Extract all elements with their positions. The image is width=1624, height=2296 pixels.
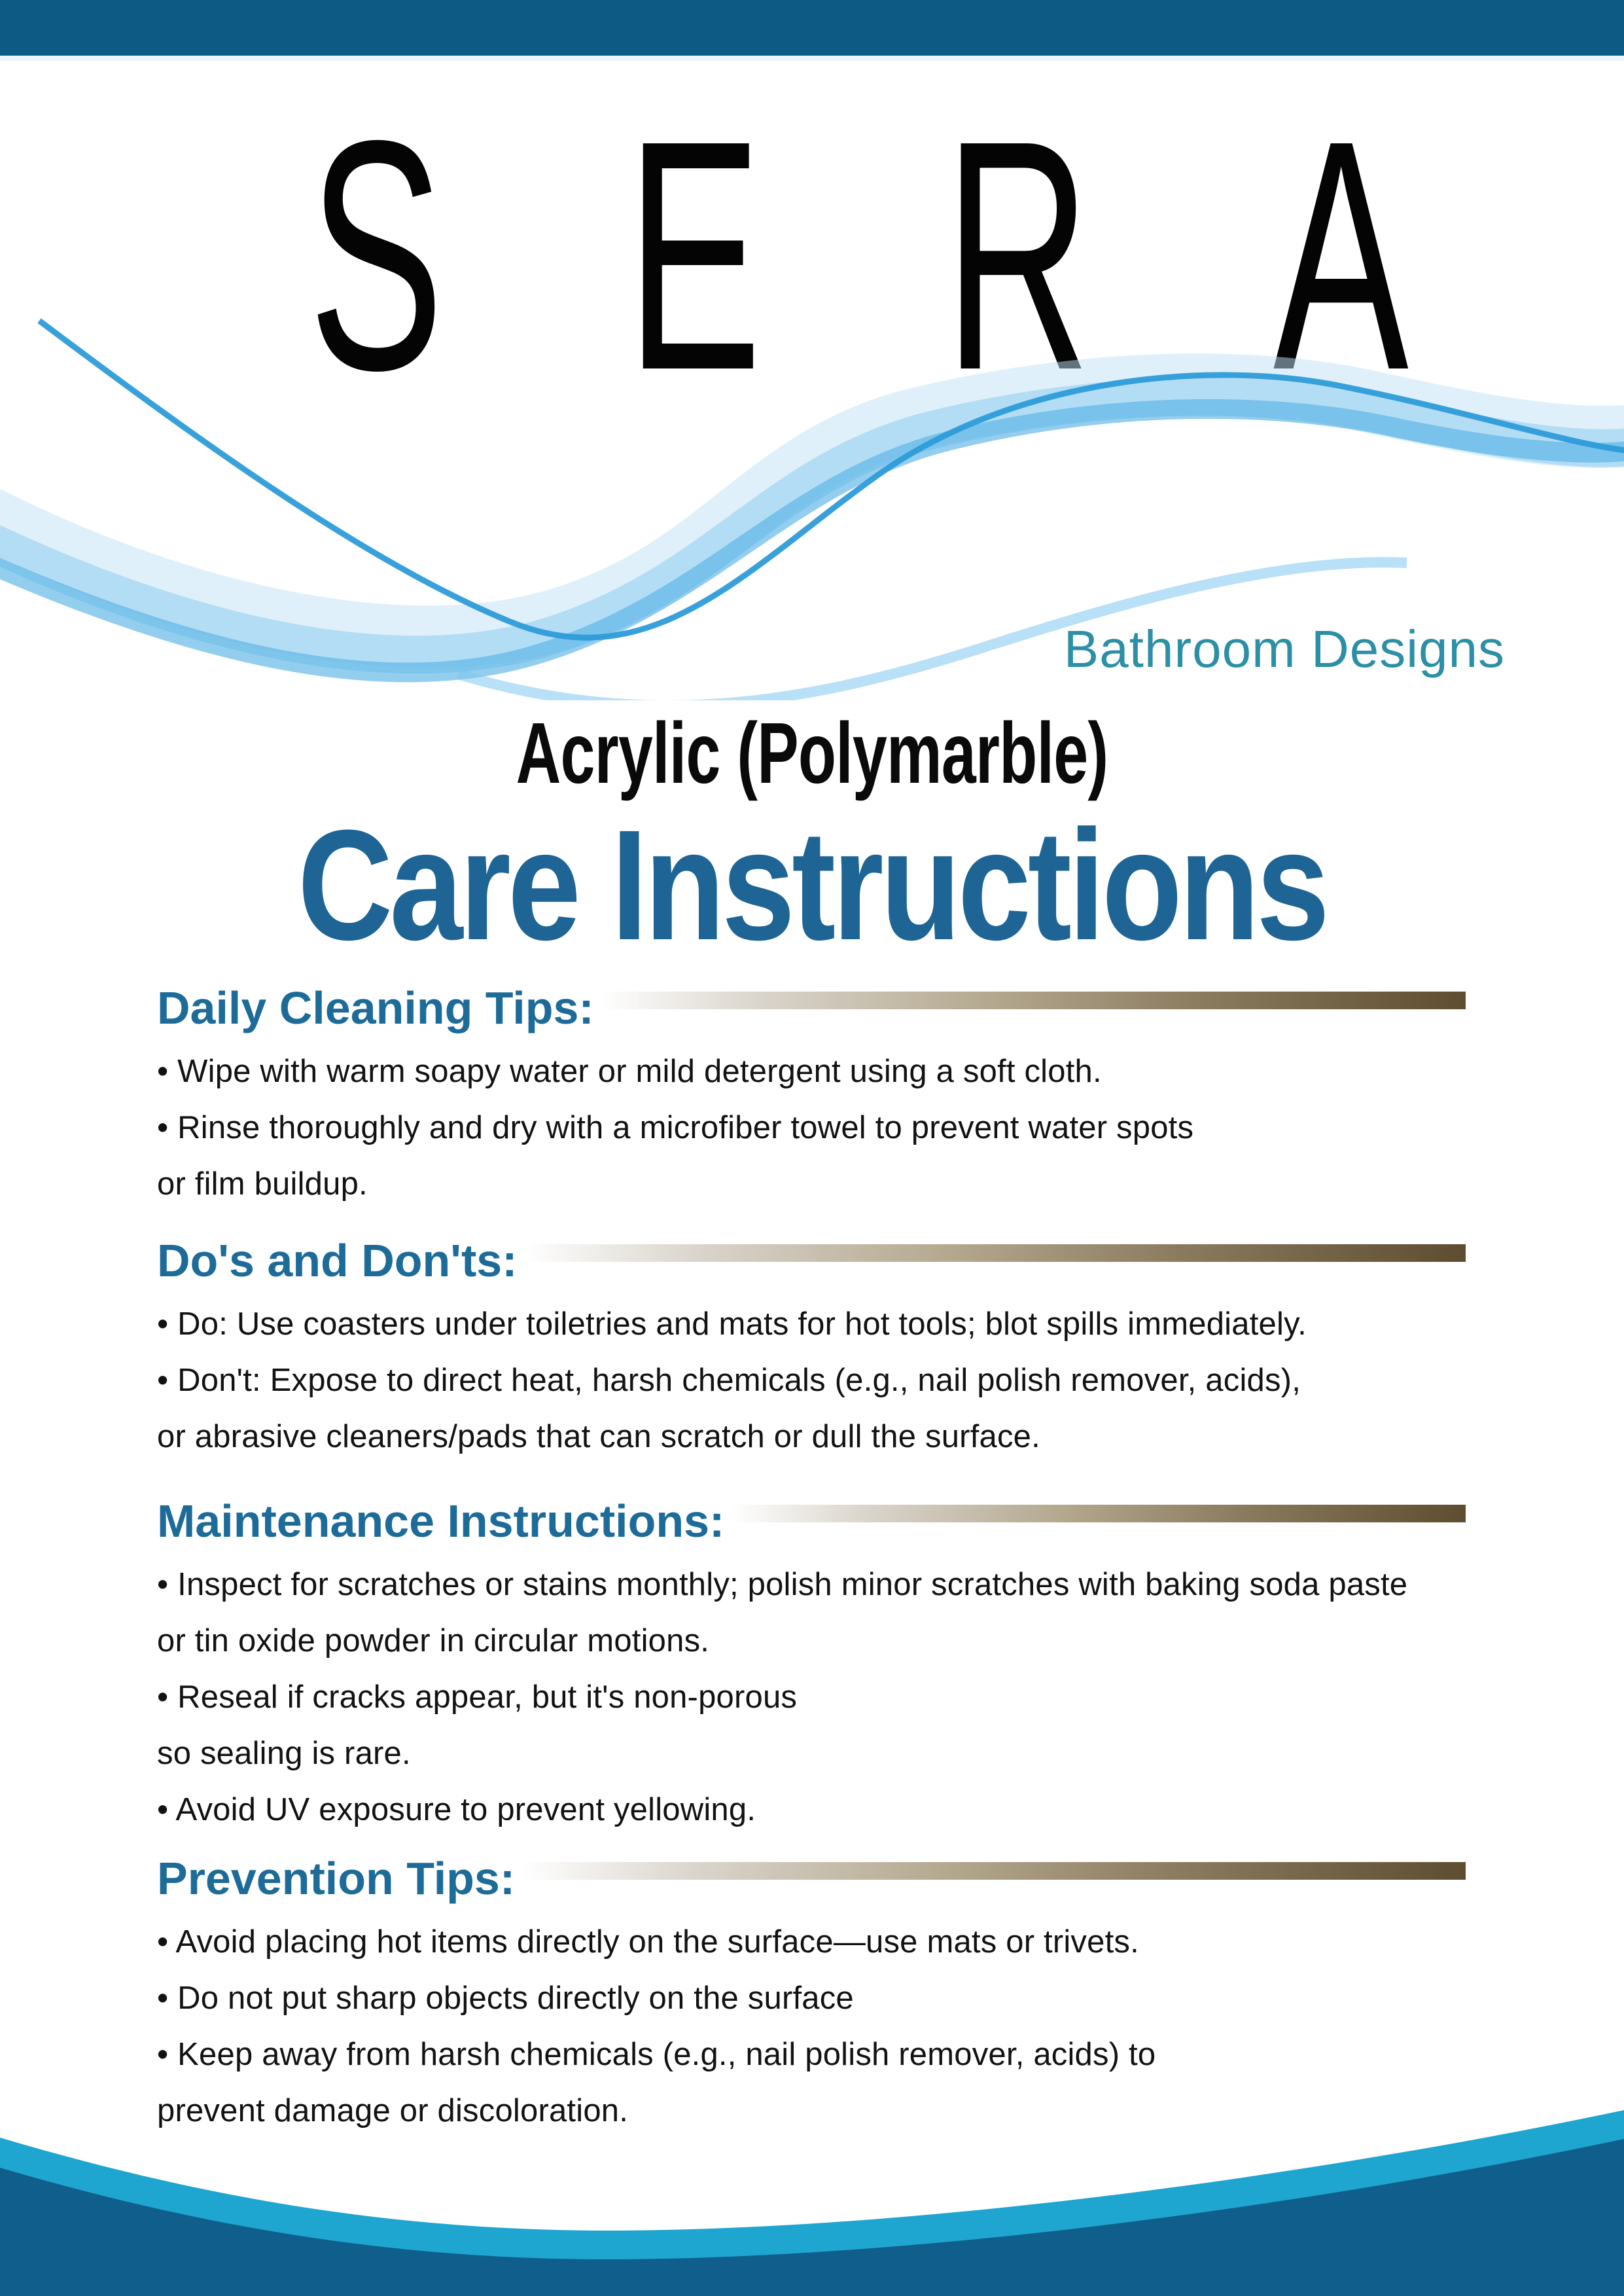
body-line: • Avoid UV exposure to prevent yellowing.	[157, 1792, 756, 1827]
brand-name: Bathroom Designs	[1063, 620, 1505, 678]
section-heading: Daily Cleaning Tips:	[157, 982, 594, 1033]
section-heading: Maintenance Instructions:	[157, 1496, 725, 1547]
section-header-row	[157, 982, 1466, 1034]
body-line: so sealing is rare.	[157, 1736, 411, 1771]
body-line: • Do: Use coasters under toiletries and mats for hot tools; blot spills immediately.	[157, 1306, 1307, 1342]
material-subtitle: Acrylic (Polymarble)	[516, 705, 1108, 801]
body-line: • Wipe with warm soapy water or mild detergent using a soft cloth.	[157, 1054, 1102, 1089]
body-line: or tin oxide powder in circular motions.	[157, 1623, 710, 1659]
body-line: • Avoid placing hot items directly on the surface—use mats or trivets.	[157, 1924, 1139, 1960]
section-rule	[524, 1244, 1466, 1262]
top-accent-underline	[0, 56, 1624, 61]
section-header-row	[157, 1234, 1466, 1287]
section-heading: Do's and Don'ts:	[157, 1235, 518, 1286]
section-rule	[521, 1862, 1466, 1880]
body-line: or abrasive cleaners/pads that can scratch or dull the surface.	[157, 1419, 1040, 1454]
section-heading: Prevention Tips:	[157, 1853, 516, 1904]
page-title: Care Instructions	[297, 797, 1327, 973]
body-line: • Do not put sharp objects directly on the surface	[157, 1981, 854, 2016]
section	[157, 982, 1466, 1212]
section-rule	[731, 1505, 1466, 1522]
section-lines	[157, 1547, 1466, 1838]
body-line: • Rinse thoroughly and dry with a microfiber towel to prevent water spots	[157, 1110, 1194, 1145]
body-line: or film buildup.	[157, 1166, 368, 1202]
body-line: • Don't: Expose to direct heat, harsh chemicals (e.g., nail polish remover, acids),	[157, 1363, 1301, 1398]
top-accent-bar	[0, 0, 1624, 56]
section-header-row	[157, 1495, 1466, 1547]
section-header-row	[157, 1852, 1466, 1905]
body-line: • Reseal if cracks appear, but it's non-porous	[157, 1679, 798, 1715]
section	[157, 1495, 1466, 1838]
section-lines	[157, 1034, 1466, 1212]
body-line: • Inspect for scratches or stains monthly; polish minor scratches with baking soda paste	[157, 1567, 1408, 1602]
body-line: • Keep away from harsh chemicals (e.g., nail polish remover, acids) to	[157, 2037, 1156, 2072]
footer-wave-graphic	[0, 2094, 1624, 2296]
section-rule	[601, 992, 1466, 1009]
logo-text: SERA	[308, 72, 1591, 438]
body-line: prevent damage or discoloration.	[157, 2093, 629, 2128]
sections-container	[157, 982, 1466, 2139]
section-lines	[157, 1287, 1466, 1465]
section	[157, 1234, 1466, 1465]
